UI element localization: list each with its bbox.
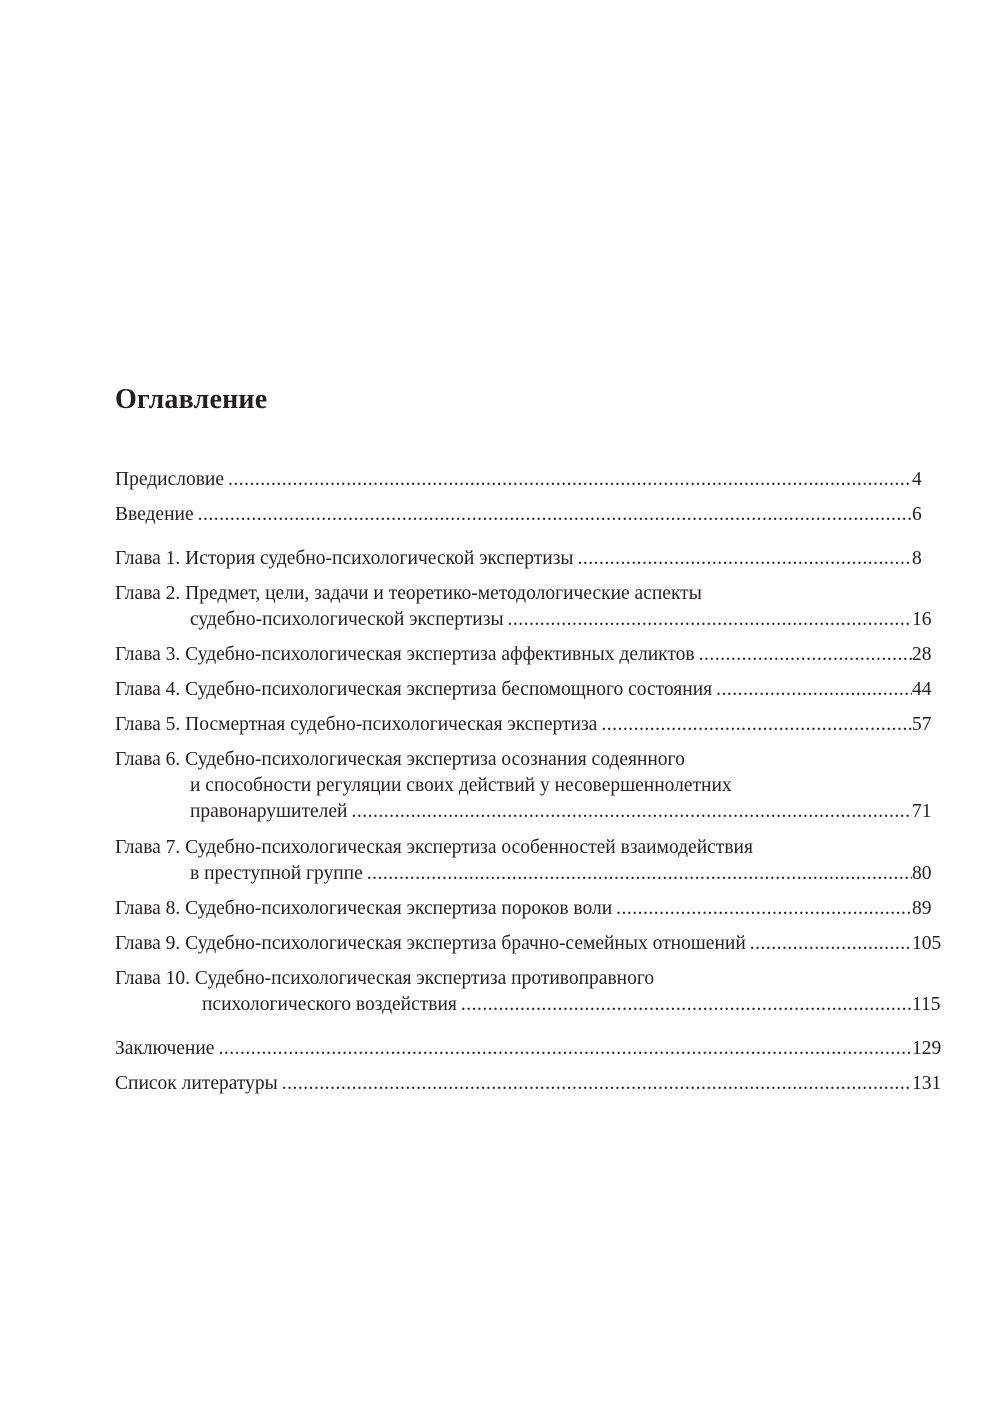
toc-title: Оглавление bbox=[115, 384, 268, 415]
dot-leader bbox=[508, 607, 912, 633]
toc-entry-chapter-5[interactable]: Глава 5. Посмертная судебно-психологическая экспертиза ..... 57 bbox=[115, 712, 912, 738]
toc-entry-text: Глава 5. Посмертная судебно-психологическая экспертиза bbox=[115, 714, 598, 735]
toc-entry-text: Глава 3. Судебно-психологическая экспертиза аффективных деликтов bbox=[115, 644, 695, 665]
dot-leader bbox=[616, 896, 912, 922]
dot-leader bbox=[367, 861, 912, 887]
dot-leader bbox=[282, 1071, 912, 1097]
dot-leader bbox=[461, 992, 912, 1018]
toc-entry-bibliography[interactable]: Список литературы ..... 131 bbox=[115, 1071, 912, 1097]
toc-entry-text: Глава 8. Судебно-психологическая экспертиза пороков воли bbox=[115, 898, 613, 919]
toc-entry-chapter-6[interactable]: Глава 6. Судебно-психологическая экспертиза осознания содеянного и способности регуляции своих действий у несовершеннолетних правонарушителей ..... 71 bbox=[115, 747, 912, 825]
dot-leader bbox=[218, 1036, 912, 1062]
toc-entry-text: Заключение bbox=[115, 1038, 215, 1059]
toc-entry-text: Глава 6. Судебно-психологическая экспертиза осознания содеянного bbox=[115, 749, 685, 770]
toc-entry-text: в преступной группе bbox=[190, 863, 363, 884]
toc-entry-conclusion[interactable]: Заключение ..... 129 bbox=[115, 1036, 912, 1062]
toc-entry-chapter-2[interactable]: Глава 2. Предмет, цели, задачи и теоретико-методологические аспекты судебно-психологической экспертизы ..... 16 bbox=[115, 581, 912, 633]
dot-leader bbox=[601, 712, 912, 738]
toc-entry-chapter-8[interactable]: Глава 8. Судебно-психологическая экспертиза пороков воли ..... 89 bbox=[115, 896, 912, 922]
toc-entry-text: Глава 10. Судебно-психологическая экспертиза противоправного bbox=[115, 968, 655, 989]
toc-entry-text: Глава 9. Судебно-психологическая экспертиза брачно-семейных отношений bbox=[115, 933, 746, 954]
dot-leader bbox=[228, 467, 912, 493]
toc-entry-text: Список литературы bbox=[115, 1073, 278, 1094]
dot-leader bbox=[716, 677, 912, 703]
dot-leader bbox=[578, 546, 913, 572]
dot-leader bbox=[750, 931, 912, 957]
toc-entry-text: Введение bbox=[115, 504, 194, 525]
dot-leader bbox=[699, 642, 912, 668]
toc-entry-introduction[interactable]: Введение ..... 6 bbox=[115, 502, 912, 528]
toc-entry-text: Глава 4. Судебно-психологическая экспертиза беспомощного состояния bbox=[115, 679, 713, 700]
toc-entry-text: судебно-психологической экспертизы bbox=[190, 609, 504, 630]
toc-entry-text: и способности регуляции своих действий у несовершеннолетних bbox=[190, 775, 732, 796]
toc-entry-chapter-1[interactable]: Глава 1. История судебно-психологической экспертизы ..... 8 bbox=[115, 546, 912, 572]
toc-entry-text: Глава 1. История судебно-психологической экспертизы bbox=[115, 548, 574, 569]
toc-entry-chapter-7[interactable]: Глава 7. Судебно-психологическая экспертиза особенностей взаимодействия в преступной группе ..... 80 bbox=[115, 835, 912, 887]
toc-entry-text: правонарушителей bbox=[190, 801, 348, 822]
toc-entry-text: Предисловие bbox=[115, 469, 225, 490]
toc-entry-chapter-3[interactable]: Глава 3. Судебно-психологическая экспертиза аффективных деликтов ..... 28 bbox=[115, 642, 912, 668]
toc-entry-chapter-10[interactable]: Глава 10. Судебно-психологическая экспертиза противоправного психологического воздействия ..... 115 bbox=[115, 966, 912, 1018]
dot-leader bbox=[198, 502, 912, 528]
toc-entry-chapter-9[interactable]: Глава 9. Судебно-психологическая экспертиза брачно-семейных отношений ..... 105 bbox=[115, 931, 912, 957]
toc-entry-text: Глава 7. Судебно-психологическая экспертиза особенностей взаимодействия bbox=[115, 837, 753, 858]
toc-entry-text: психологического воздействия bbox=[202, 994, 457, 1015]
toc-entry-chapter-4[interactable]: Глава 4. Судебно-психологическая экспертиза беспомощного состояния ..... 44 bbox=[115, 677, 912, 703]
toc-entry-preface[interactable]: Предисловие ..... 4 bbox=[115, 467, 912, 493]
toc-entry-text: Глава 2. Предмет, цели, задачи и теоретико-методологические аспекты bbox=[115, 583, 702, 604]
dot-leader bbox=[351, 799, 912, 825]
